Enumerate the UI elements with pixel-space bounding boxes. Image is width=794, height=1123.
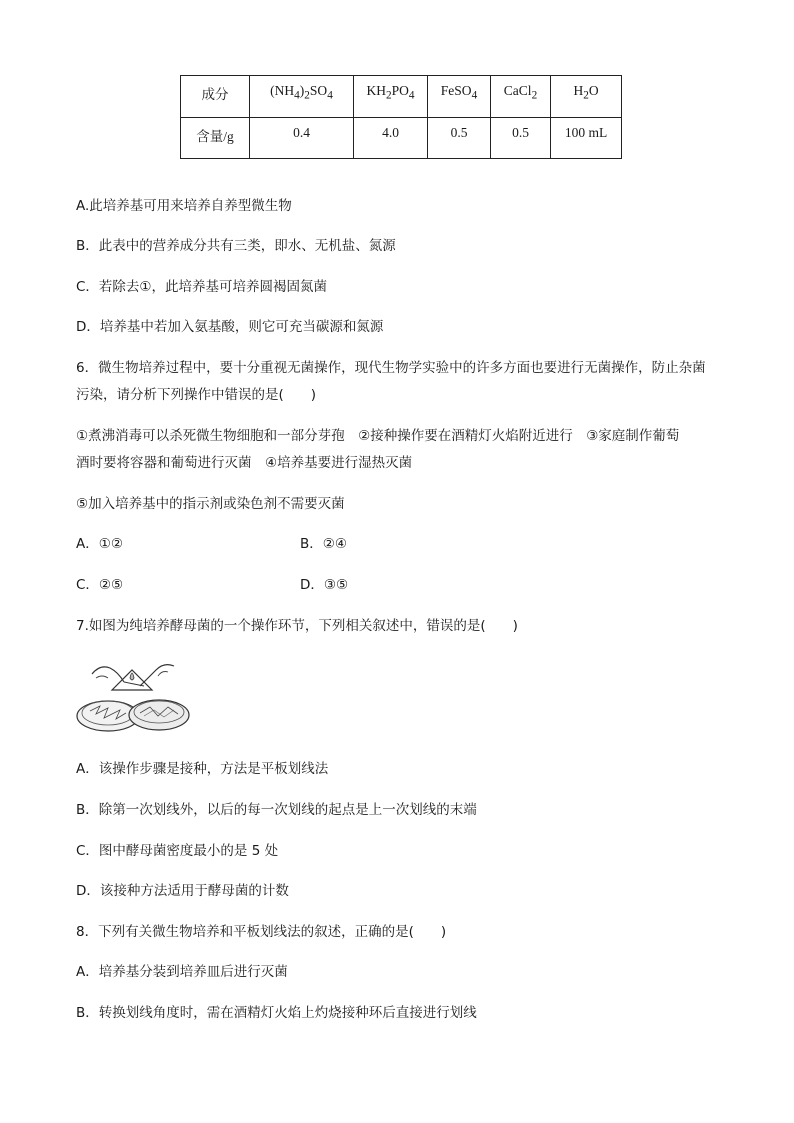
q6-items-line2: 酒时要将容器和葡萄进行灭菌 ④培养基要进行湿热灭菌 xyxy=(76,455,413,471)
composition-table xyxy=(180,75,622,159)
q6-items-line1: ①煮沸消毒可以杀死微生物细胞和一部分芽孢 ②接种操作要在酒精灯火焰附近进行 ③家庭制作葡萄 xyxy=(76,428,680,444)
q8-option-a: A．培养基分装到培养皿后进行灭菌 xyxy=(76,964,288,980)
table-cell: 0.4 xyxy=(250,118,354,159)
table-header-cell: $KH_2PO_4$ xyxy=(354,76,428,118)
q5-option-b: B．此表中的营养成分共有三类，即水、无机盐、氮源 xyxy=(76,238,396,254)
q6-stem-line1: 6．微生物培养过程中，要十分重视无菌操作，现代生物学实验中的许多方面也要进行无菌操作，防止杂菌 xyxy=(76,360,706,376)
table-cell: 0.5 xyxy=(491,118,551,159)
table-header-cell: FeSO$_4$ xyxy=(428,76,491,118)
q6-option-b: B．②④ xyxy=(300,536,347,552)
q7-option-a: A．该操作步骤是接种，方法是平板划线法 xyxy=(76,761,329,777)
q6-stem-line2: 污染，请分析下列操作中错误的是( ) xyxy=(76,387,317,403)
table-header-cell: $(NH_4)_2SO_4$ xyxy=(250,76,354,118)
q6-option-d: D．③⑤ xyxy=(300,577,349,593)
q7-stem: 7.如图为纯培养酵母菌的一个操作环节，下列相关叙述中，错误的是( ) xyxy=(76,618,518,634)
streak-plate-figure xyxy=(74,656,194,734)
q5-option-d: D．培养基中若加入氨基酸，则它可充当碳源和氮源 xyxy=(76,319,384,335)
q6-items-line3: ⑤加入培养基中的指示剂或染色剂不需要灭菌 xyxy=(76,496,345,512)
q6-option-a: A．①② xyxy=(76,536,123,552)
table-cell: 4.0 xyxy=(354,118,428,159)
table-cell: 含量/g xyxy=(181,118,250,159)
q6-option-c: C．②⑤ xyxy=(76,577,124,593)
table-header-cell: CaCl$_2$ xyxy=(491,76,551,118)
table-header-cell: 成分 xyxy=(181,76,250,118)
q7-option-b: B．除第一次划线外，以后的每一次划线的起点是上一次划线的末端 xyxy=(76,802,477,818)
q5-option-a: A.此培养基可用来培养自养型微生物 xyxy=(76,198,292,214)
table-cell: 0.5 xyxy=(428,118,491,159)
q5-option-c: C．若除去①，此培养基可培养圆褐固氮菌 xyxy=(76,279,328,295)
q7-option-c: C．图中酵母菌密度最小的是 5 处 xyxy=(76,843,279,859)
table-header-row xyxy=(181,76,622,118)
q8-stem: 8．下列有关微生物培养和平板划线法的叙述，正确的是( ) xyxy=(76,924,447,940)
table-header-cell: $H_2O$ xyxy=(551,76,622,118)
q7-option-d: D．该接种方法适用于酵母菌的计数 xyxy=(76,883,289,899)
table-cell: 100 mL xyxy=(551,118,622,159)
table-row xyxy=(181,118,622,159)
q8-option-b: B．转换划线角度时，需在酒精灯火焰上灼烧接种环后直接进行划线 xyxy=(76,1005,477,1021)
